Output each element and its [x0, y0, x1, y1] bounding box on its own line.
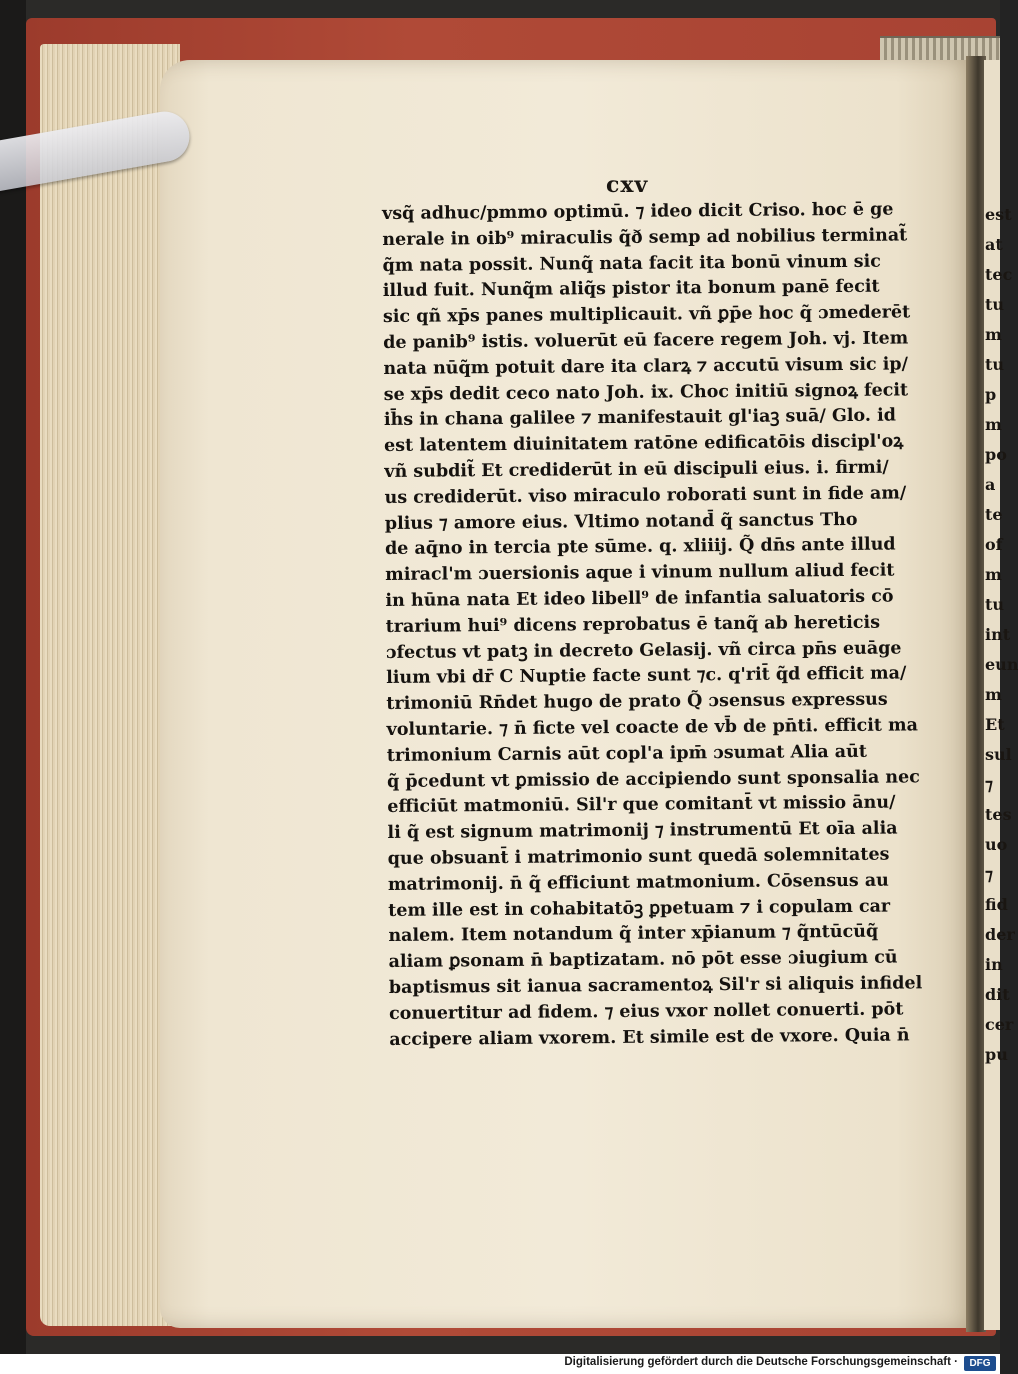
text-line: trimonium Carnis aūt copl'a ipm̄ ɔsumat Alia aūt: [386, 741, 868, 766]
facing-page-fragment: Et: [985, 715, 1005, 734]
dfg-logo: DFG: [964, 1356, 996, 1371]
credit-bar: [0, 1354, 1000, 1374]
page-edges: [40, 44, 180, 1326]
facing-page-fragment: te: [985, 505, 1003, 524]
text-line: ih̄s in chana galilee ⁊ manifestauit gl'iaꝫ suā/ Glo. id: [383, 405, 897, 431]
text-line: vñ subdit̃ Et crediderūt in eū discipuli eius. i. firmi/: [384, 457, 889, 482]
facing-page-fragment: tec: [985, 265, 1013, 284]
facing-page-fragment: tes: [985, 805, 1012, 824]
facing-page-fragment: fid: [985, 895, 1008, 914]
facing-page-fragment: a: [985, 475, 996, 494]
facing-page-fragment: m: [985, 565, 1002, 584]
text-line: illud fuit. Nunq̃m aliq̃s pistor ita bonum panē fecit: [382, 277, 880, 302]
text-line: matrimonij. n̄ q̃ efficiunt matmonium. Cōsensus au: [387, 870, 889, 895]
book-gutter: [966, 56, 986, 1332]
text-line: nata nūq̃m potuit dare ita clarꝝ ⁊ accutū visum sic ip/: [383, 354, 909, 379]
text-line: q̃ p̄cedunt vt ꝑmissio de accipiendo sunt sponsalia nec: [386, 766, 920, 792]
text-line: vsq̃ adhuc/pmmo optimū. ⁊ ideo dicit Criso. hoc ē ge: [382, 199, 894, 224]
facing-page-fragment: dit: [985, 985, 1010, 1004]
facing-page-fragment: tu: [985, 595, 1005, 614]
facing-page-fragment: m: [985, 325, 1002, 344]
text-line: plius ⁊ amore eius. Vltimo notand̄ q̃ sanctus Tho: [384, 509, 858, 534]
facing-page-fragment: po: [985, 445, 1007, 464]
funding-credit: Digitalisierung gefördert durch die Deutsche Forschungsgemeinschaft ·: [564, 1356, 958, 1368]
text-line: voluntarie. ⁊ n̄ ficte vel coacte de vb̄ de pn̄ti. efficit ma: [386, 715, 918, 740]
facing-page-fragment: est: [985, 205, 1012, 224]
text-line: ɔfectus vt patꝫ in decreto Gelasij. vñ circa pn̄s euāge: [385, 638, 902, 663]
facing-page-fragment: eun: [985, 655, 1018, 674]
text-line: est latentem diuinitatem ratōne edificatōis discipl'oꝝ: [384, 431, 904, 457]
text-line: q̃m nata possit. Nunq̃ nata facit ita bonū vinum sic: [382, 251, 881, 276]
text-line: lium vbi dr̄ C Nuptie facte sunt ⁊c. q'rit̄ q̃d efficit ma/: [386, 663, 907, 689]
text-line: miracl'm ɔuersionis aque i vinum nullum aliud fecit: [385, 560, 895, 586]
text-line: us crediderūt. viso miraculo roborati sunt in fide am/: [384, 483, 907, 508]
facing-page-fragment: p: [985, 385, 997, 404]
text-line: conuertitur ad fidem. ⁊ eius vxor nollet conuerti. pōt: [388, 999, 904, 1024]
facing-page-fragment: ⁊: [985, 775, 993, 794]
text-line: que obsuant̄ i matrimonio sunt quedā solemnitates: [387, 844, 890, 869]
facing-page-fragment: at: [985, 235, 1003, 254]
facing-page-fragment: pu: [985, 1045, 1008, 1064]
text-line: sic qñ xp̄s panes multiplicauit. vñ ꝑp̄e hoc q̃ ɔmederēt: [382, 302, 911, 328]
text-line: nerale in oib⁹ miraculis q̃ð semp ad nobilius terminat̃: [382, 225, 908, 250]
facing-page-fragment: uo: [985, 835, 1008, 854]
text-line: li q̃ est signum matrimonij ⁊ instrumentū Et oīa alia: [387, 818, 898, 844]
facing-page-fragment: ⁊: [985, 865, 993, 884]
scanner-background: [0, 0, 26, 1354]
text-line: aliam ꝑsonam n̄ baptizatam. nō pōt esse ɔiugium cū: [388, 947, 898, 973]
facing-page-fragment: cer: [985, 1015, 1014, 1034]
facing-page-fragment: tu: [985, 355, 1005, 374]
text-line: tem ille est in cohabitatōꝫ ꝑpetuam ⁊ i copulam car: [388, 896, 891, 921]
text-line: baptismus sit ianua sacramentoꝝ Sil'r si aliquis infidel: [388, 973, 923, 998]
text-line: de aq̄no in tercia pte sūme. q. xliiij. Q̃ dn̄s ante illud: [384, 534, 896, 560]
facing-page-fragment: in: [985, 955, 1003, 974]
facing-page-fragment: tu: [985, 295, 1005, 314]
text-line: accipere aliam vxorem. Et simile est de vxore. Quia n̄: [389, 1024, 910, 1050]
facing-page-fragment: int: [985, 625, 1011, 644]
facing-page-fragment: of: [985, 535, 1003, 554]
facing-page-fragment: sul: [985, 745, 1012, 764]
text-line: in hūna nata Et ideo libell⁹ de infantia saluatoris cō: [385, 586, 894, 611]
text-line: trarium hui⁹ dicens reprobatus ē tanq̃ ab hereticis: [385, 612, 881, 637]
text-line: nalem. Item notandum q̃ inter xp̄ianum ⁊ q̃ntūcūq̃: [388, 922, 879, 947]
facing-page-fragment: m: [985, 415, 1002, 434]
text-line: se xp̄s dedit ceco nato Joh. ix. Choc initiū signoꝝ fecit: [383, 379, 909, 405]
facing-page-fragment: m: [985, 685, 1002, 704]
folio-number: cxv: [606, 172, 649, 198]
page-text: [382, 197, 949, 1053]
text-line: trimoniū Rn̄det hugo de prato Q̃ ɔsensus expressus: [386, 689, 888, 715]
text-line: efficiūt matmoniū. Sil'r que comitant̄ vt missio ānu/: [387, 792, 896, 818]
facing-page-fragment: der: [985, 925, 1015, 944]
text-line: de panib⁹ istis. voluerūt eū facere regem Joh. vj. Item: [383, 328, 909, 353]
